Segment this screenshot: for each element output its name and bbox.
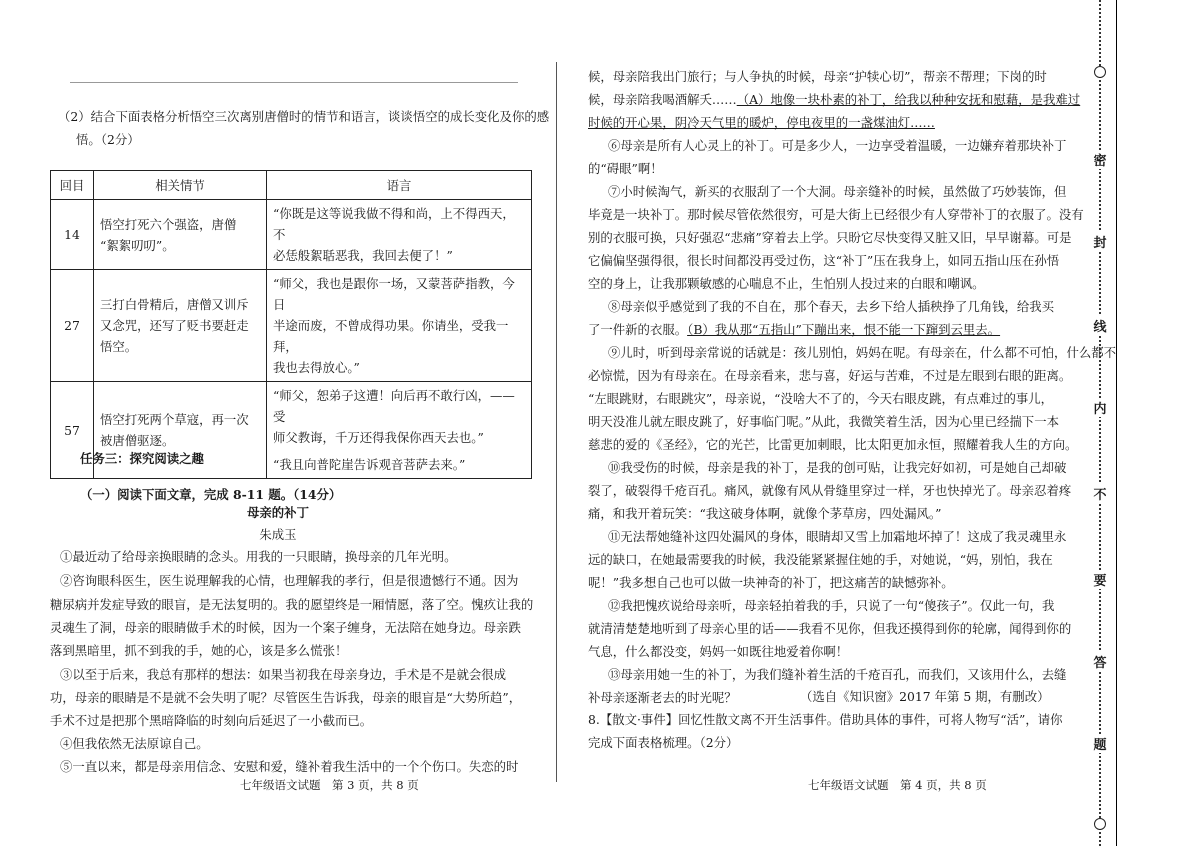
paragraph-line bbox=[588, 482, 1071, 500]
paragraph-line bbox=[588, 505, 941, 523]
paragraph-line bbox=[608, 183, 1066, 201]
binding-edge-line bbox=[1116, 0, 1117, 846]
paragraph-line: ⑤一直以来，都是母亲用信念、安慰和爱，缝补着我生活中的一个个伤口。失恋的时 bbox=[60, 759, 519, 774]
table-row bbox=[51, 270, 532, 382]
article-title: 母亲的补丁 bbox=[247, 505, 309, 520]
row-plot bbox=[94, 200, 267, 270]
line-text: 候，母亲陪我出门旅行；与人争执的时候，母亲“护犊心切”，帮亲不帮理；下岗的时 bbox=[588, 69, 1047, 84]
row-speech bbox=[267, 382, 532, 479]
question-2-line-1: （2）结合下面表格分析悟空三次离别唐僧时的情节和语言，谈谈悟空的成长变化及你的感 bbox=[58, 109, 550, 124]
paragraph-line: ③以至于后来，我总有那样的想法：如果当初我在母亲身边，手术是不是就会很成 bbox=[60, 667, 507, 682]
row-speech bbox=[267, 200, 532, 270]
paragraph-line: ④但我依然无法原谅自己。 bbox=[60, 736, 209, 751]
paragraph-line bbox=[588, 436, 1077, 454]
binding-char: 不 bbox=[1092, 484, 1108, 503]
line-text: ⑪无法帮她缝补这四处漏风的身体，眼睛却又雪上加霜地坏掉了！这成了我灵魂里永 bbox=[608, 529, 1067, 544]
paragraph-line: ②咨询眼科医生，医生说理解我的心情，也理解我的孝行，但是很遗憾行不通。因为 bbox=[60, 573, 519, 588]
underlined-sentence: （A）地像一块朴素的补丁，给我以种种安抚和慰藉，是我难过 bbox=[736, 92, 1081, 107]
line-text: 了一件新的衣服。 bbox=[588, 322, 688, 337]
paragraph-line bbox=[588, 367, 1071, 385]
speech-line: 我也去得放心。” bbox=[273, 360, 360, 375]
paragraph-line bbox=[588, 321, 1000, 339]
paragraph-line bbox=[588, 206, 1084, 224]
paragraph-line bbox=[588, 68, 1047, 86]
row-speech bbox=[267, 270, 532, 382]
reading-intro: （一）阅读下面文章，完成 8-11 题。（14分） bbox=[80, 487, 342, 502]
row-plot bbox=[94, 270, 267, 382]
paragraph-line bbox=[588, 229, 1072, 247]
line-text: 的“碍眼”啊！ bbox=[588, 161, 663, 176]
analysis-table bbox=[50, 170, 532, 479]
underlined-sentence: 时候的开心果，阴冷天气里的暖炉，停电夜里的一盏煤油灯…… bbox=[588, 115, 935, 130]
speech-line: 师父教诲，千万还得我保你西天去也。” bbox=[273, 430, 484, 445]
line-text: 明天没准儿就左眼皮跳了，好事临门呢。”从此，我微笑着生活，因为心里已经揣下一本 bbox=[588, 414, 1059, 429]
paragraph-line bbox=[588, 252, 1059, 270]
paragraph-line bbox=[588, 160, 663, 178]
left-page bbox=[0, 0, 556, 846]
line-text: 慈悲的爱的《圣经》，它的光芒，比雷更加刺眼，比太阳更加永恒，照耀着我人生的方向。 bbox=[588, 437, 1078, 452]
paragraph-line bbox=[608, 344, 1116, 362]
paragraph-line: 糖尿病并发症导致的眼盲，是无法复明的。我的愿望终是一厢情愿，落了空。愧疚让我的 bbox=[50, 597, 534, 612]
header-plot: 相关情节 bbox=[94, 171, 267, 200]
header-rule bbox=[70, 82, 518, 83]
binding-char: 封 bbox=[1092, 232, 1108, 251]
line-text: ⑦小时候淘气，新买的衣服刮了一个大洞。母亲缝补的时候，虽然做了巧妙装饰，但 bbox=[608, 184, 1067, 199]
article-author: 朱成玉 bbox=[259, 527, 297, 542]
paragraph-line: 功，母亲的眼睛是不是就不会失明了呢？尽管医生告诉我，母亲的眼盲是“大势所趋”， bbox=[50, 690, 522, 705]
page-footer-right: 七年级语文试题 第 4 页，共 8 页 bbox=[808, 778, 987, 792]
paragraph-line: 灵魂生了洞，母亲的眼睛做手术的时候，因为一个案子缠身，无法陪在她身边。母亲跌 bbox=[50, 620, 521, 635]
line-text: 必惊慌，因为有母亲在。在母亲看来，悲与喜，好运与苦难，不过是左眼到右眼的距离。 bbox=[588, 368, 1072, 383]
line-text: ⑨儿时，听到母亲常说的话就是：孩儿别怕，妈妈在呢。有母亲在，什么都不可怕，什么都不 bbox=[608, 345, 1117, 360]
page-divider bbox=[556, 62, 557, 782]
plot-line: 悟空打死六个强盗，唐僧 bbox=[100, 216, 237, 232]
paragraph-line bbox=[588, 114, 935, 132]
line-text: 呢！”我多想自己也可以做一块神奇的补丁，把这痛苦的缺憾弥补。 bbox=[588, 575, 954, 590]
binding-char: 答 bbox=[1092, 652, 1108, 671]
binding-hole-icon bbox=[1094, 818, 1106, 830]
line-text: ⑩我受伤的时候，母亲是我的补丁，是我的创可贴，让我完好如初，可是她自己却破 bbox=[608, 460, 1067, 475]
line-text: 痛，和我开着玩笑：“我这破身体啊，就像个茅草房，四处漏风。” bbox=[588, 506, 942, 521]
paragraph-line bbox=[588, 551, 1053, 569]
speech-line: “师父，我也是跟你一场，又蒙菩萨指教，今日 bbox=[273, 276, 515, 312]
line-text: ⑧母亲似乎感觉到了我的不自在，那个春天，去乡下给人插秧挣了几角钱，给我买 bbox=[608, 299, 1055, 314]
line-text: 候，母亲陪我喝酒解夭…… bbox=[588, 92, 737, 107]
binding-char: 线 bbox=[1092, 316, 1108, 335]
paragraph-line bbox=[588, 689, 737, 707]
plot-line: 三打白骨精后，唐僧又训斥 bbox=[100, 297, 249, 312]
paragraph-line bbox=[608, 137, 1066, 155]
article-source: （选自《知识窗》2017 年第 5 期，有删改） bbox=[800, 689, 1050, 704]
table-header-row bbox=[51, 171, 532, 200]
paragraph-line bbox=[608, 597, 1054, 615]
paragraph-line bbox=[588, 413, 1059, 431]
plot-line: 被唐僧驱逐。 bbox=[100, 433, 175, 448]
paragraph-line: 手术不过是把那个黑暗降临的时刻向后延迟了一小截而已。 bbox=[50, 713, 373, 728]
speech-line: “师父，恕弟子这遭！向后再不敢行凶，——受 bbox=[273, 388, 515, 424]
paragraph-line bbox=[608, 666, 1066, 684]
table-row bbox=[51, 200, 532, 270]
paragraph-line bbox=[608, 459, 1066, 477]
plot-line: 又念咒，还写了贬书要赶走 bbox=[100, 318, 249, 333]
paragraph-line: 落到黑暗里，抓不到我的手，她的心，该是多么慌张！ bbox=[50, 643, 348, 658]
line-text: 就清清楚楚地听到了母亲心里的话——我看不见你，但我还摸得到你的轮廓，闻得到你的 bbox=[588, 621, 1072, 636]
speech-line: “你既是这等说我做不得和尚，上不得西天，不 bbox=[273, 206, 515, 242]
paragraph-line bbox=[608, 528, 1066, 546]
plot-line: “絮絮叨叨”。 bbox=[100, 237, 175, 253]
line-text: 空的身上，让我那颗敏感的心喘息不止，生怕别人投过来的白眼和嘲讽。 bbox=[588, 276, 985, 291]
paragraph-line bbox=[588, 91, 1080, 109]
paragraph-line bbox=[608, 298, 1054, 316]
question-8-line-2: 完成下面表格梳理。（2分） bbox=[588, 735, 739, 750]
paragraph-line bbox=[588, 574, 954, 592]
paragraph-line bbox=[588, 620, 1071, 638]
question-2-line-2: 悟。（2分） bbox=[76, 132, 140, 147]
task-heading: 任务三：探究阅读之趣 bbox=[80, 451, 204, 466]
binding-dotted-line bbox=[1099, 0, 1101, 846]
line-text: 毕竟是一块补丁。那时候尽管依然很穷，可是大街上已经很少有人穿带补丁的衣服了。没有 bbox=[588, 207, 1084, 222]
line-text: 别的衣服可换，只好强忍“悲痛”穿着去上学。只盼它尽快变得又脏又旧，早早谢幕。可是 bbox=[588, 230, 1072, 245]
row-chapter: 27 bbox=[51, 270, 94, 382]
page-footer: 七年级语文试题 第 3 页，共 8 页 bbox=[240, 778, 419, 792]
question-8-line-1: 8.【散文·事件】回忆性散文离不开生活事件。借助具体的事件，可将人物写“活”，请你 bbox=[588, 712, 1063, 727]
row-chapter: 14 bbox=[51, 200, 94, 270]
binding-hole-icon bbox=[1094, 66, 1106, 78]
paragraph-line bbox=[588, 390, 1053, 408]
row-chapter: 57 bbox=[51, 382, 94, 479]
binding-char: 题 bbox=[1092, 734, 1108, 753]
binding-char: 内 bbox=[1092, 398, 1108, 417]
line-text: 气息，什么都没变，妈妈一如既往地爱着你啊！ bbox=[588, 644, 849, 659]
line-text: 补母亲逐渐老去的时光呢？ bbox=[588, 690, 737, 705]
speech-line: 半途而废，不曾成得功果。你请坐，受我一拜， bbox=[273, 318, 509, 354]
underlined-sentence: （B）我从那“五指山”下蹦出来，恨不能一下蹿到云里去。 bbox=[687, 322, 1001, 337]
line-text: “左眼跳财，右眼跳灾”，母亲说，“没啥大不了的，今天右眼皮跳，有点难过的事儿， bbox=[588, 391, 1054, 406]
speech-line: 必恁般絮聒恶我，我回去便了！” bbox=[273, 248, 453, 263]
plot-line: 悟空。 bbox=[100, 339, 138, 354]
header-speech: 语言 bbox=[267, 171, 532, 200]
paragraph-line bbox=[588, 275, 985, 293]
plot-line: 悟空打死两个草寇，再一次 bbox=[100, 412, 249, 427]
line-text: 它偏偏坚强得很，很长时间都没再受过伤，这“补丁”压在我身上，如同五指山压在孙悟 bbox=[588, 253, 1060, 268]
line-text: 裂了，破裂得千疮百孔。痛风，就像有风从骨缝里穿过一样，牙也快掉光了。母亲忍着疼 bbox=[588, 483, 1072, 498]
paragraph-line: ①最近动了给母亲换眼睛的念头。用我的一只眼睛，换母亲的几年光明。 bbox=[60, 549, 457, 564]
line-text: ⑥母亲是所有人心灵上的补丁。可是多少人，一边享受着温暖，一边嫌弃着那块补丁 bbox=[608, 138, 1067, 153]
speech-line: “我且向普陀崖告诉观音菩萨去来。” bbox=[273, 457, 466, 472]
binding-char: 密 bbox=[1092, 150, 1108, 169]
paragraph-line bbox=[588, 643, 848, 661]
header-chapter: 回目 bbox=[51, 171, 94, 200]
line-text: 远的缺口，在她最需要我的时候，我没能紧紧握住她的手，对她说，“妈，别怕，我在 bbox=[588, 552, 1053, 567]
binding-char: 要 bbox=[1092, 570, 1108, 589]
line-text: ⑬母亲用她一生的补丁，为我们缝补着生活的千疮百孔，而我们，又该用什么，去缝 bbox=[608, 667, 1067, 682]
line-text: ⑫我把愧疚说给母亲听，母亲轻拍着我的手，只说了一句“傻孩子”。仅此一句，我 bbox=[608, 598, 1055, 613]
